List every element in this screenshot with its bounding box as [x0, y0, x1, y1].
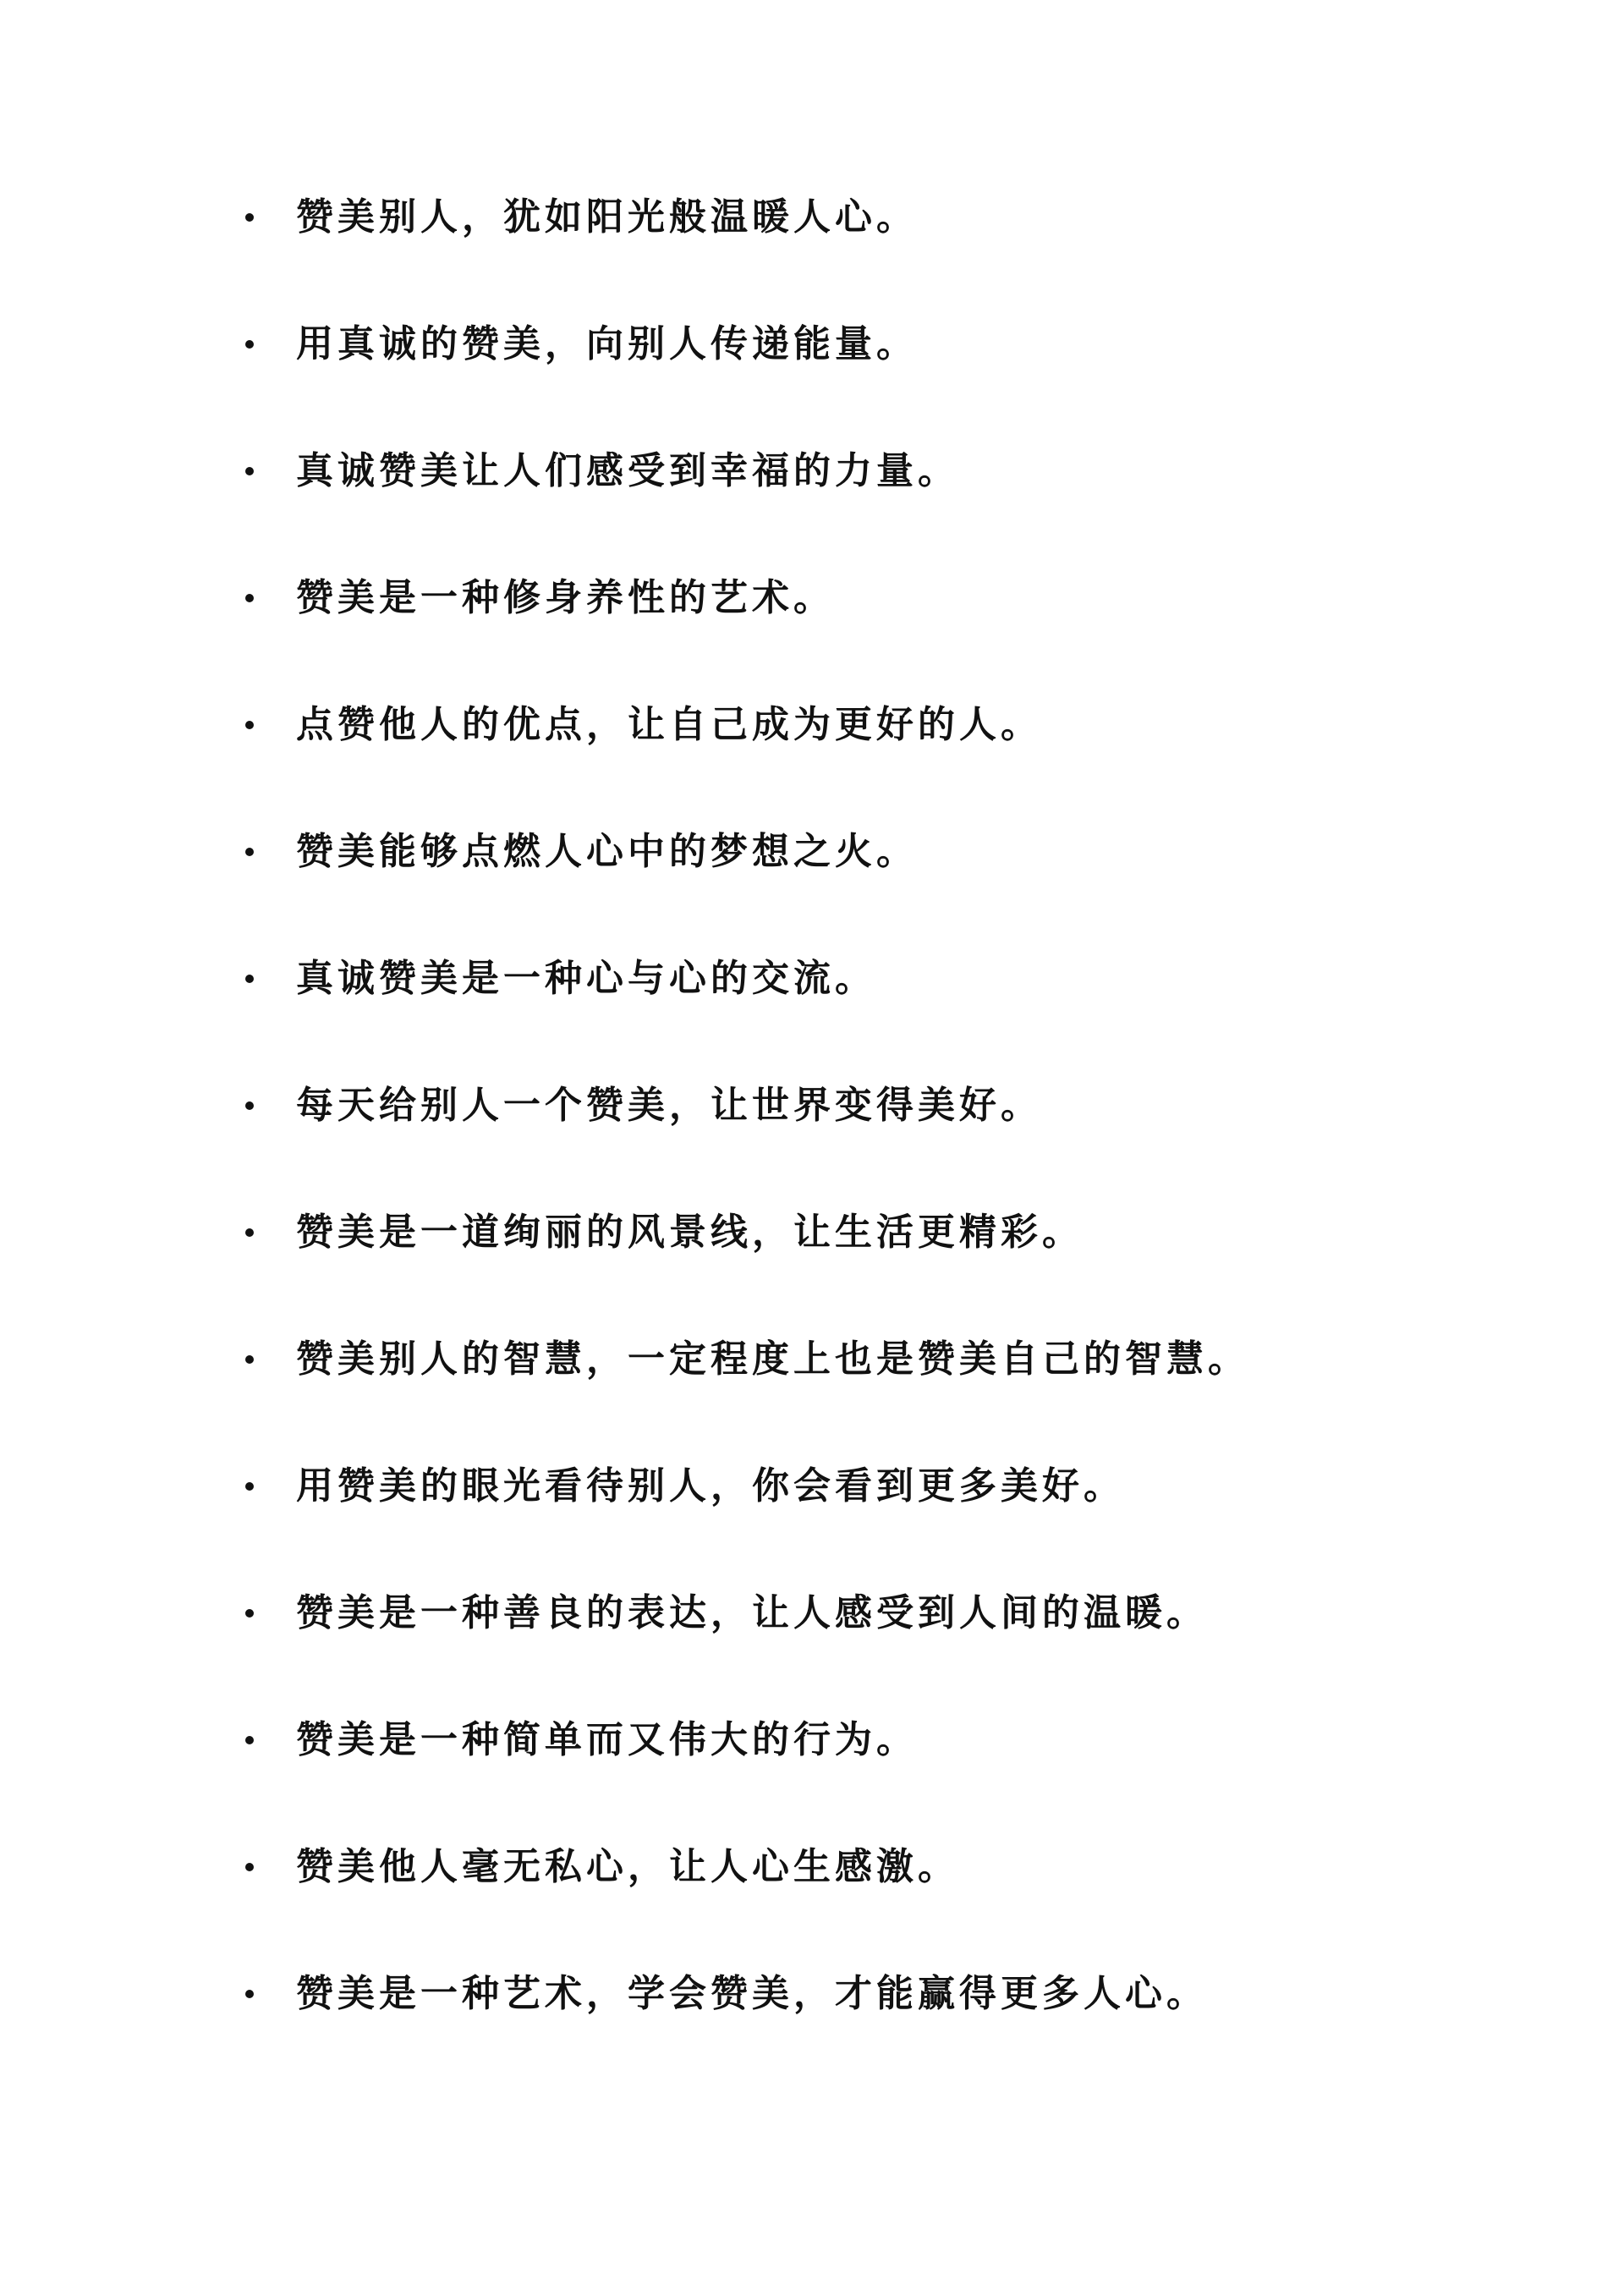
quote-text: 赞美能够点燃人心中的梦想之火。 — [296, 830, 918, 873]
list-item — [245, 1584, 1514, 1711]
bullet-icon — [245, 975, 254, 983]
list-item — [245, 949, 1514, 1076]
list-item — [245, 442, 1514, 569]
quote-text: 点赞他人的优点，让自己成为更好的人。 — [296, 703, 1042, 746]
bullet-icon — [245, 594, 254, 602]
list-item — [245, 1076, 1514, 1203]
quote-text: 真诚赞美是一种心与心的交流。 — [296, 957, 876, 1000]
quote-text: 赞美是一种善良的表达，让人感受到人间的温暖。 — [296, 1591, 1208, 1634]
bullet-icon — [245, 467, 254, 475]
list-item — [245, 569, 1514, 695]
quote-list — [245, 188, 1514, 2091]
bullet-icon — [245, 1228, 254, 1237]
quote-text: 赞美别人的智慧，一定程度上也是赞美自己的智慧。 — [296, 1338, 1249, 1381]
quote-text: 用赞美的眼光看待别人，你会看到更多美好。 — [296, 1464, 1125, 1508]
bullet-icon — [245, 1101, 254, 1110]
quote-text: 赞美是一种艺术，学会赞美，才能赢得更多人心。 — [296, 1972, 1208, 2015]
bullet-icon — [245, 1736, 254, 1744]
quote-text: 赞美别人，犹如阳光般温暖人心。 — [296, 195, 918, 239]
list-item — [245, 1837, 1514, 1964]
bullet-icon — [245, 340, 254, 349]
bullet-icon — [245, 1609, 254, 1618]
list-item — [245, 1203, 1514, 1330]
list-item — [245, 188, 1514, 315]
bullet-icon — [245, 1863, 254, 1871]
bullet-icon — [245, 1990, 254, 1998]
list-item — [245, 1457, 1514, 1584]
list-item — [245, 1330, 1514, 1457]
quote-text: 赞美他人毫无私心，让人心生感激。 — [296, 1845, 959, 1888]
quote-text: 赞美是一道绚丽的风景线，让生活更精彩。 — [296, 1211, 1084, 1254]
list-item — [245, 315, 1514, 442]
quote-text: 赞美是一种修身养性的艺术。 — [296, 576, 835, 619]
quote-text: 真诚赞美让人们感受到幸福的力量。 — [296, 449, 959, 492]
bullet-icon — [245, 213, 254, 222]
list-item — [245, 1711, 1514, 1837]
quote-text: 赞美是一种简单而又伟大的行为。 — [296, 1718, 918, 1761]
list-item — [245, 695, 1514, 822]
list-item — [245, 1964, 1514, 2091]
bullet-icon — [245, 721, 254, 729]
quote-text: 每天给别人一个赞美，让世界变得美好。 — [296, 1084, 1042, 1127]
bullet-icon — [245, 1482, 254, 1491]
bullet-icon — [245, 848, 254, 856]
list-item — [245, 822, 1514, 949]
quote-text: 用真诚的赞美，向别人传递能量。 — [296, 322, 918, 365]
bullet-icon — [245, 1355, 254, 1364]
